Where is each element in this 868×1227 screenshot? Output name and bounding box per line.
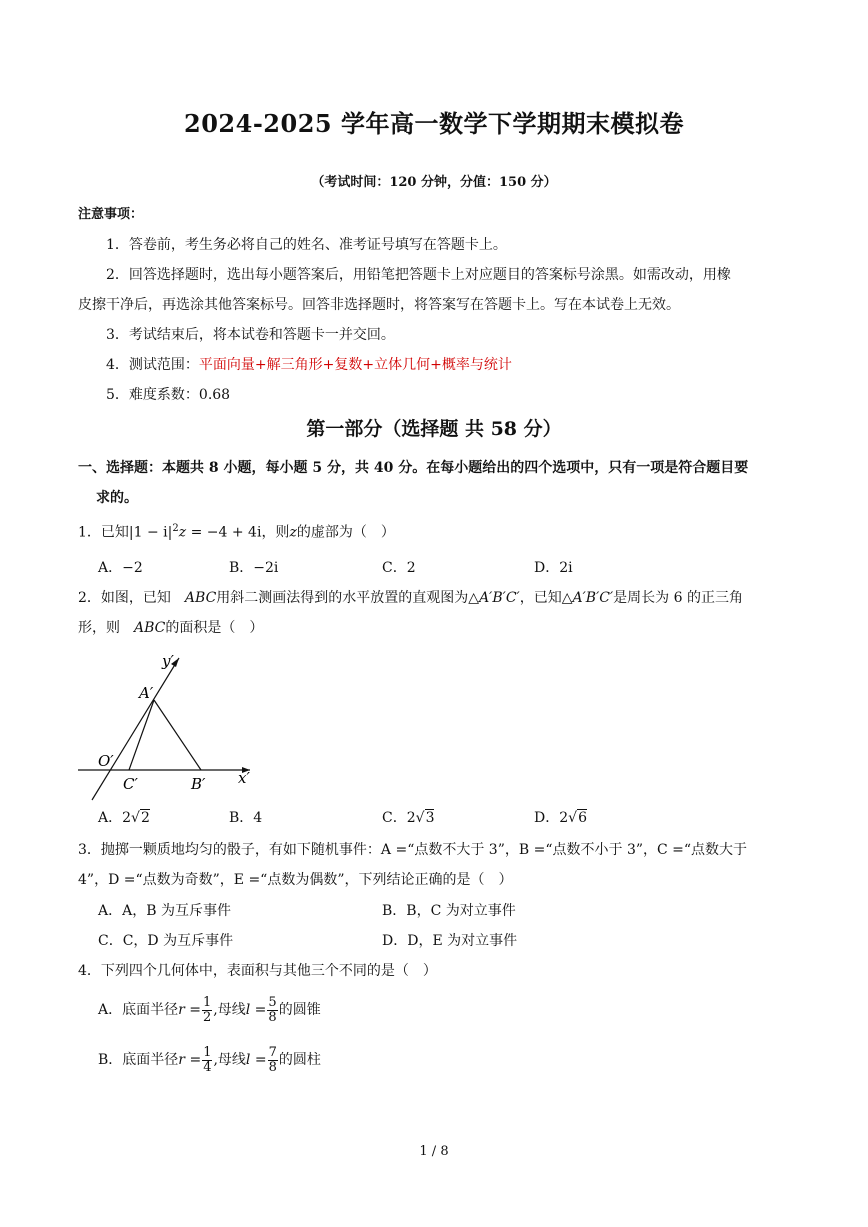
note-item-4: [106, 358, 512, 372]
option-letter: D．: [534, 810, 560, 826]
var-z: z: [289, 524, 297, 541]
fraction: [267, 996, 277, 1024]
section-instruction: 一、选择题：本题共 8 小题，每小题 5 分，共 40 分。在每小题给出的四个选项中，只有一项是符合题目要: [78, 460, 749, 476]
q1-option-b: B．−2i: [229, 560, 279, 576]
note-item-2: 2．回答选择题时，选出每小题答案后，用铅笔把答题卡上对应题目的答案标号涂黑。如需改动，用橡: [106, 267, 731, 283]
denominator: 8: [268, 1059, 277, 1075]
q3-option-a: A．A，B 为互斥事件: [98, 903, 231, 919]
var-r: r: [178, 1052, 185, 1069]
label-o: O′: [98, 752, 114, 770]
option-text: ,母线: [213, 1002, 246, 1019]
note-item-5: 5．难度系数：0.68: [106, 387, 231, 403]
question-2-cont: [78, 621, 263, 635]
fraction: [202, 996, 212, 1024]
triangle-prime: △A′B′C′: [561, 590, 614, 606]
note-item-1: 1．答卷前，考生务必将自己的姓名、准考证号填写在答题卡上。: [106, 237, 507, 253]
label-b: B′: [191, 775, 206, 793]
option-text: 的圆锥: [278, 1002, 321, 1019]
numerator: 5: [268, 995, 277, 1010]
oblique-projection-figure: [70, 648, 270, 808]
option-text: 的圆柱: [278, 1052, 321, 1069]
q2-text: 2．如图，已知: [78, 590, 171, 606]
q2-text: 是周长为 6 的正三角: [613, 590, 743, 606]
option-text: B．底面半径: [98, 1052, 179, 1069]
var-z: z: [178, 524, 187, 541]
radicand: 6: [578, 810, 587, 826]
option-letter: C．: [382, 810, 407, 826]
denominator: 8: [268, 1009, 277, 1025]
part-title: 第一部分（选择题 共 58 分）: [306, 418, 562, 440]
denominator: 4: [203, 1059, 212, 1075]
abs-bar: |: [167, 524, 173, 541]
q1-option-d: D．2i: [534, 560, 573, 576]
label-y: y′: [162, 652, 174, 670]
coefficient: 4: [253, 810, 263, 826]
question-1: [78, 524, 395, 540]
q4-option-a: A．底面半径r = $\frac{1}{2}$ ,母线l = $\frac{5}{8}$ 的圆锥: [98, 995, 321, 1025]
numerator: 7: [268, 1045, 277, 1060]
coefficient: 2: [559, 810, 569, 826]
q1-option-a: A．−2: [98, 560, 143, 576]
q2-text: 用斜二测画法得到的水平放置的直观图为: [216, 590, 469, 606]
radicand: 2: [140, 810, 150, 826]
page-number: 1 / 8: [419, 1144, 449, 1159]
option-letter: B．: [229, 810, 254, 826]
q2-text: 形，则: [78, 620, 120, 636]
sqrt-icon: √: [415, 810, 425, 826]
q2-option-a: [98, 811, 150, 825]
q3-option-d: D．D，E 为对立事件: [382, 933, 518, 949]
triangle-abc: ABC: [184, 590, 217, 606]
sqrt-icon: √: [568, 810, 578, 826]
label-c: C′: [123, 775, 138, 793]
notes-heading: 注意事项：: [78, 207, 144, 222]
triangle-prime: △A′B′C′: [468, 590, 520, 606]
abs-bar: |: [128, 524, 134, 541]
var-l: l: [245, 1002, 251, 1019]
q3-option-c: C．C，D 为互斥事件: [98, 933, 234, 949]
option-letter: A．: [98, 810, 123, 826]
q2-text: 的面积是（ ）: [165, 620, 264, 636]
option-text: ,母线: [213, 1052, 246, 1069]
q1-option-c: C．2: [382, 560, 416, 576]
abs-content: 1 − i: [133, 524, 168, 541]
fraction: [202, 1046, 212, 1074]
question-4: 4．下列四个几何体中，表面积与其他三个不同的是（ ）: [78, 963, 437, 979]
q2-option-c: [382, 811, 434, 825]
q2-option-b: [229, 811, 262, 825]
coefficient: 2: [122, 810, 132, 826]
option-text: A．底面半径: [98, 1002, 179, 1019]
q4-option-b: B．底面半径r = $\frac{1}{4}$ ,母线l = $\frac{7}{8}$ 的圆柱: [98, 1045, 321, 1075]
side-a-b: [154, 700, 201, 770]
var-r: r: [178, 1002, 185, 1019]
denominator: 2: [203, 1009, 212, 1025]
q1-tail: 的虚部为（ ）: [296, 524, 395, 541]
side-c-a: [129, 700, 154, 770]
coefficient: 2: [406, 810, 416, 826]
sqrt-icon: √: [131, 810, 140, 826]
label-x: x′: [238, 769, 250, 787]
scope-label: 4．测试范围：: [106, 357, 199, 373]
triangle-abc: ABC: [134, 620, 166, 636]
numerator: 1: [203, 1045, 212, 1060]
fraction: [268, 1046, 278, 1074]
question-3: 3．抛掷一颗质地均匀的骰子，有如下随机事件：A =“点数不大于 3”，B =“点数不小于 3”，C =“点数大于: [78, 842, 748, 858]
q1-tail: ，则: [261, 524, 290, 541]
q3-option-b: B．B，C 为对立事件: [382, 903, 516, 919]
label-a: A′: [139, 684, 154, 702]
numerator: 1: [203, 995, 212, 1010]
q2-option-d: [534, 811, 587, 825]
note-item-2-cont: 皮擦干净后，再选涂其他答案标号。回答非选择题时，将答案写在答题卡上。写在本试卷上无效。: [78, 297, 680, 313]
exam-info: （考试时间：120 分钟，分值：150 分）: [311, 175, 557, 190]
note-item-3: 3．考试结束后，将本试卷和答题卡一并交回。: [106, 327, 395, 343]
exponent: 2: [172, 523, 179, 534]
scope-value: 平面向量+解三角形+复数+立体几何+概率与统计: [198, 357, 512, 373]
q1-label: 1．已知: [78, 524, 129, 541]
question-2: [78, 591, 743, 605]
question-3-cont: 4”，D =“点数为奇数”，E =“点数为偶数”，下列结论正确的是（ ）: [78, 872, 513, 888]
radicand: 3: [425, 810, 435, 826]
page-title: 2024-2025 学年高一数学下学期期末模拟卷: [184, 109, 684, 138]
equation: = −4 + 4i: [186, 524, 262, 541]
var-l: l: [245, 1052, 251, 1069]
section-instruction-cont: 求的。: [96, 490, 138, 506]
q2-text: ，已知: [519, 590, 562, 606]
